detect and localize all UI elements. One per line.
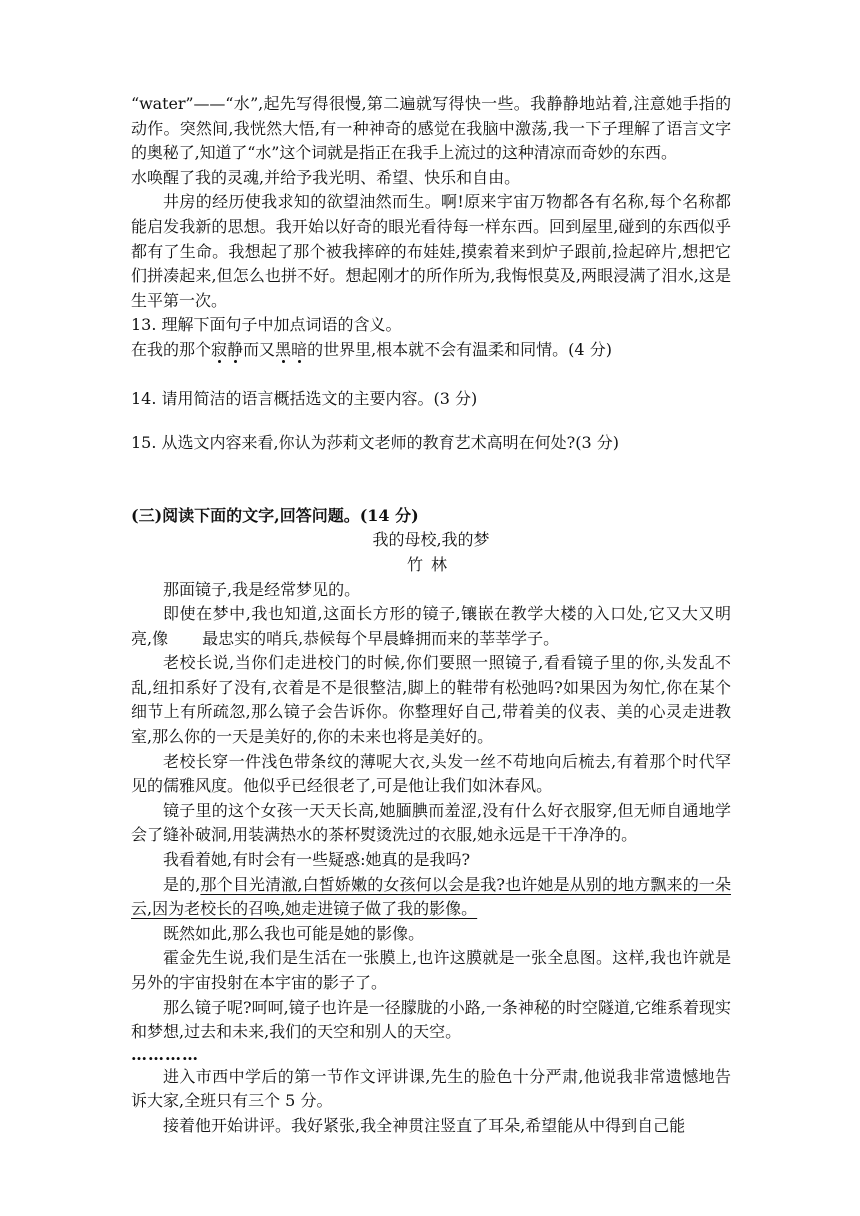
paragraph: 霍金先生说,我们是生活在一张膜上,也许这膜就是一张全息图。这样,我也许就是另外的宇宙投射在本宇宙的影子了。 xyxy=(131,948,731,992)
dotted-word: 静 xyxy=(227,339,244,359)
dotted-word: 暗 xyxy=(291,339,308,359)
sentence-text: 在我的那个 xyxy=(131,339,212,359)
ellipsis-separator: ………… xyxy=(131,1044,199,1064)
article-author: 竹林 xyxy=(406,554,455,574)
question-14: 14. 请用简洁的语言概括选文的主要内容。(3 分) xyxy=(131,388,478,408)
dotted-word: 寂 xyxy=(211,339,228,359)
paragraph: 进入市西中学后的第一节作文评讲课,先生的脸色十分严肃,他说我非常遗憾地告诉大家,全班只有三个 5 分。 xyxy=(131,1066,731,1111)
paragraph xyxy=(131,873,731,922)
paragraph: 井房的经历使我求知的欲望油然而生。啊!原来宇宙万物都各有名称,每个名称都能启发我新的思想。我开始以好奇的眼光看待每一样东西。回到屋里,碰到的东西似乎都有了生命。我想起了那个被我摔碎的布娃娃,摸索着来到炉子跟前,捡起碎片,想把它们拼凑起来,但怎么也拼不好。想起刚才的所作所为,我悔恨莫及,两眼浸满了泪水,这是生平第一次。 xyxy=(131,192,731,310)
paragraph: 我看着她,有时会有一些疑惑:她真的是我吗? xyxy=(163,850,471,870)
question-13: 13. 理解下面句子中加点词语的含义。 xyxy=(131,315,402,335)
question-13-sentence xyxy=(131,338,731,363)
paragraph-text: 即使在梦中,我也知道,这面长方形的镜子,镶嵌在教学大楼的入口处,它又大又明亮,像 xyxy=(131,604,731,648)
sentence-text: 的世界里,根本就不会有温柔和同情。(4 分) xyxy=(307,339,612,359)
paragraph: 镜子里的这个女孩一天天长高,她腼腆而羞涩,没有什么好衣服穿,但无师自通地学会了缝补破洞,用装满热水的茶杯熨烫洗过的衣服,她永远是干干净净的。 xyxy=(131,800,731,845)
underlined-sentence: 那个目光清澈,白皙娇嫩的女孩何以会是我?也许她是从别的地方飘来的一朵云,因为老校长的召唤,她走进镜子做了我的影像。 xyxy=(131,874,731,919)
paragraph: 水唤醒了我的灵魂,并给予我光明、希望、快乐和自由。 xyxy=(131,167,521,187)
paragraph: 老校长说,当你们走进校门的时候,你们要照一照镜子,看看镜子里的你,头发乱不乱,纽扣系好了没有,衣着是不是很整洁,脚上的鞋带有松弛吗?如果因为匆忙,你在某个细节上有所疏忽,那么镜子会告诉你。你整理好自己,带着美的仪表、美的心灵走进教室,那么你的一天是美好的,你的未来也将是美好的。 xyxy=(131,653,731,747)
paragraph-text: 最忠实的哨兵,恭候每个早晨蜂拥而来的莘莘学子。 xyxy=(202,628,560,648)
document-page xyxy=(131,92,731,1139)
paragraph: 接着他开始讲评。我好紧张,我全神贯注竖直了耳朵,希望能从中得到自己能 xyxy=(163,1115,686,1135)
dotted-word: 黑 xyxy=(275,339,292,359)
paragraph: 老校长穿一件浅色带条纹的薄呢大衣,头发一丝不苟地向后梳去,有着那个时代罕见的儒雅风度。他似乎已经很老了,可是他让我们如沐春风。 xyxy=(131,751,731,796)
paragraph-text: 是的, xyxy=(163,874,201,894)
article-title: 我的母校,我的梦 xyxy=(372,530,490,550)
sentence-text: 而又 xyxy=(243,339,276,359)
paragraph: 那么镜子呢?呵呵,镜子也许是一径朦胧的小路,一条神秘的时空隧道,它维系着现实和梦想,过去和未来,我们的天空和别人的天空。 xyxy=(131,997,731,1042)
paragraph xyxy=(131,602,731,651)
paragraph: “water”——“水”,起先写得很慢,第二遍就写得快一些。我静静地站着,注意她手指的动作。突然间,我恍然大悟,有一种神奇的感觉在我脑中激荡,我一下子理解了语言文字的奥秘了,知道了“水”这个词就是指正在我手上流过的这种清凉而奇妙的东西。 xyxy=(131,94,731,163)
section-heading: (三)阅读下面的文字,回答问题。(14 分) xyxy=(131,505,419,525)
paragraph: 既然如此,那么我也可能是她的影像。 xyxy=(163,923,425,943)
paragraph: 那面镜子,我是经常梦见的。 xyxy=(163,579,361,599)
question-15: 15. 从选文内容来看,你认为莎莉文老师的教育艺术高明在何处?(3 分) xyxy=(131,433,619,453)
